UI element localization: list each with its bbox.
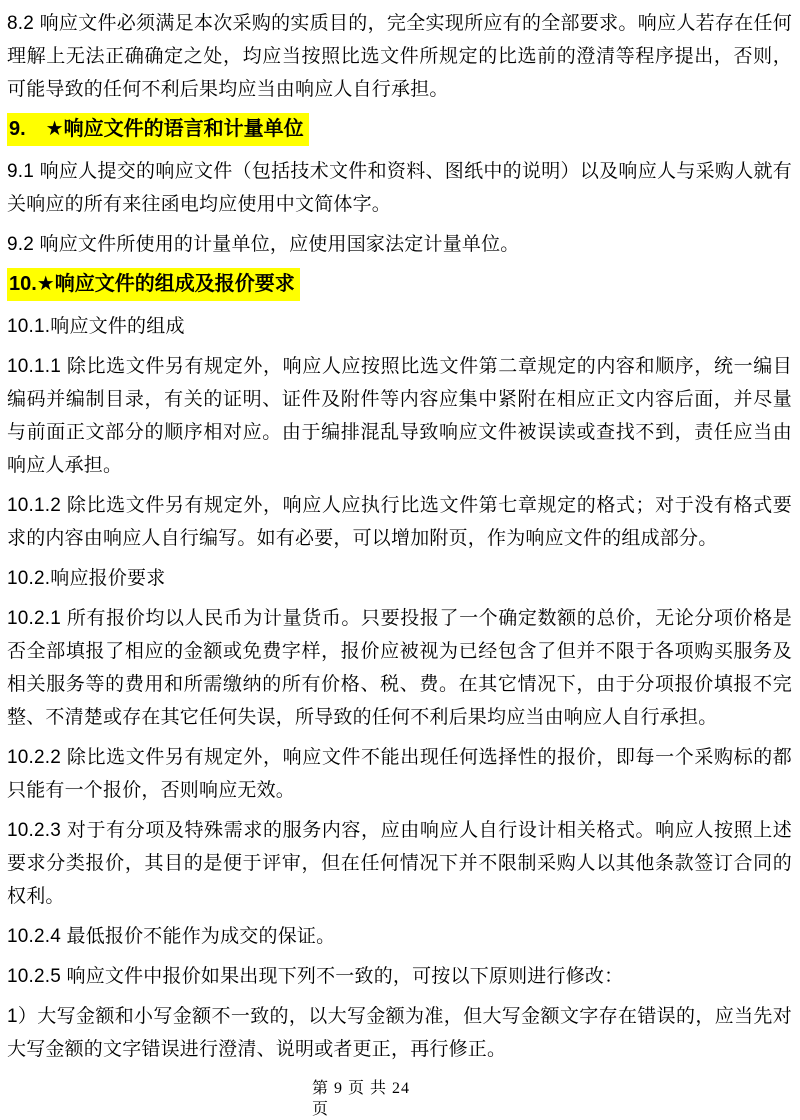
paragraph-10-1-1: 10.1.1 除比选文件另有规定外，响应人应按照比选文件第二章规定的内容和顺序，统一编目编码并编制目录，有关的证明、证件及附件等内容应集中紧附在相应正文内容后面，并尽量与前面正文部分的顺序相对应。由于编排混乱导致响应文件被误读或查找不到，责任应当由响应人承担。: [7, 356, 792, 476]
heading-9-highlight: 9. ★响应文件的语言和计量单位: [7, 113, 309, 146]
paragraph-9-1: 9.1 响应人提交的响应文件（包括技术文件和资料、图纸中的说明）以及响应人与采购人就有关响应的所有来往函电均应使用中文简体字。: [7, 161, 792, 215]
footer-page-number: 第 9 页 共 24: [312, 1080, 411, 1097]
paragraph-9-2: 9.2 响应文件所使用的计量单位，应使用国家法定计量单位。: [7, 234, 520, 255]
paragraph-10-2-5: 10.2.5 响应文件中报价如果出现下列不一致的，可按以下原则进行修改：: [7, 966, 624, 987]
page-footer: [312, 1078, 440, 1120]
paragraph-10-2-1: 10.2.1 所有报价均以人民币为计量货币。只要投报了一个确定数额的总价，无论分项价格是否全部填报了相应的金额或免费字样，报价应被视为已经包含了但并不限于各项购买服务及相关服务等的费用和所需缴纳的所有价格、税、费。在其它情况下，由于分项报价填报不完整、不清楚或存在其它任何失误，所导致的任何不利后果均应当由响应人自行承担。: [7, 608, 792, 728]
paragraph-8-2: 8.2 响应文件必须满足本次采购的实质目的，完全实现所应有的全部要求。响应人若存在任何理解上无法正确确定之处，均应当按照比选文件所规定的比选前的澄清等程序提出，否则，可能导致的任何不利后果均应当由响应人自行承担。: [7, 13, 792, 100]
heading-9: [7, 113, 792, 146]
paragraph-10-2: 10.2.响应报价要求: [7, 568, 166, 589]
heading-10: [7, 268, 792, 301]
paragraph-item-1: 1）大写金额和小写金额不一致的，以大写金额为准，但大写金额文字存在错误的，应当先对大写金额的文字错误进行澄清、说明或者更正，再行修正。: [7, 1006, 792, 1060]
paragraph-10-2-4: 10.2.4 最低报价不能作为成交的保证。: [7, 926, 336, 947]
footer-page-number-wrapped: 页: [312, 1101, 330, 1118]
paragraph-10-2-2: 10.2.2 除比选文件另有规定外，响应文件不能出现任何选择性的报价，即每一个采购标的都只能有一个报价，否则响应无效。: [7, 747, 792, 801]
heading-10-highlight: 10.★响应文件的组成及报价要求: [7, 268, 300, 301]
paragraph-10-1-2: 10.1.2 除比选文件另有规定外，响应人应执行比选文件第七章规定的格式；对于没有格式要求的内容由响应人自行编写。如有必要，可以增加附页，作为响应文件的组成部分。: [7, 495, 792, 549]
paragraph-10-2-3: 10.2.3 对于有分项及特殊需求的服务内容，应由响应人自行设计相关格式。响应人按照上述要求分类报价，其目的是便于评审，但在任何情况下并不限制采购人以其他条款签订合同的权利。: [7, 820, 792, 907]
paragraph-10-1: 10.1.响应文件的组成: [7, 316, 185, 337]
